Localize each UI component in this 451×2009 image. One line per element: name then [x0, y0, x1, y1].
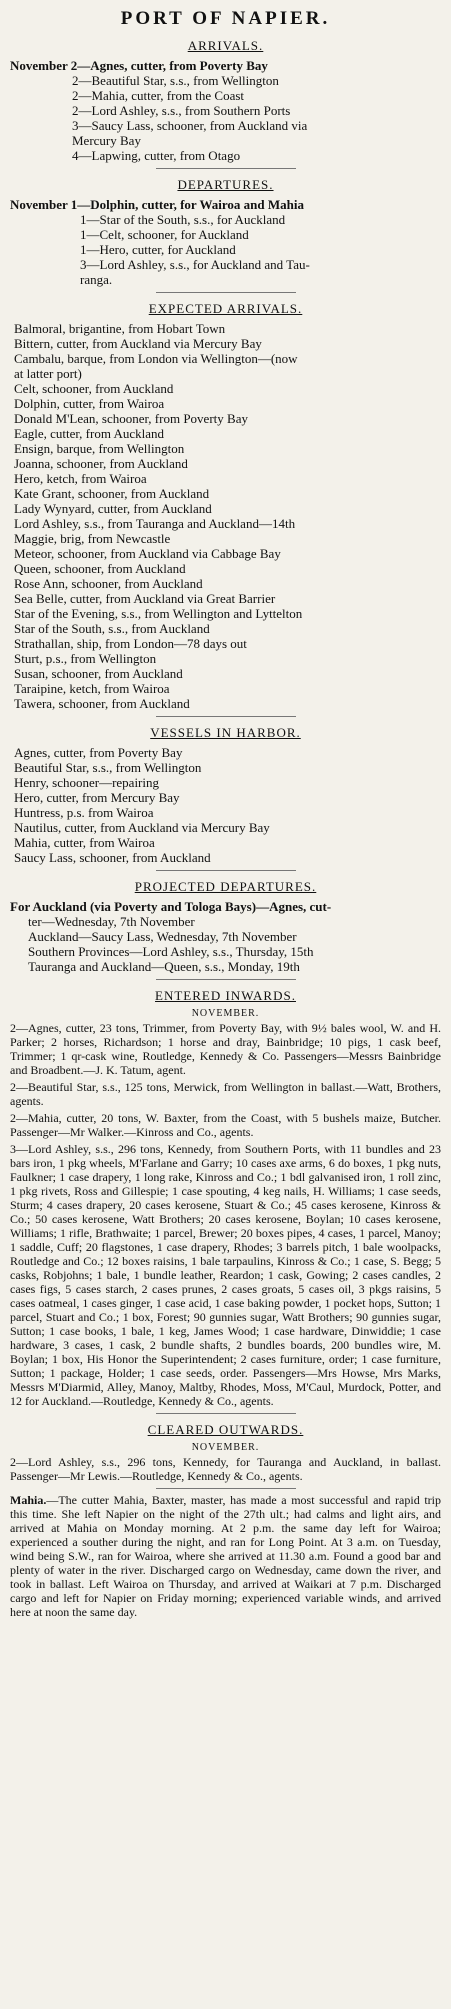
- arrival-entry: Mercury Bay: [72, 133, 141, 148]
- vessel-in-harbor-entry: Agnes, cutter, from Poverty Bay: [14, 745, 183, 760]
- expected-arrival-entry: Kate Grant, schooner, from Auckland: [14, 486, 210, 501]
- departure-entry: November 1—Dolphin, cutter, for Wairoa and Mahia: [10, 197, 304, 212]
- expected-arrival-entry: Taraipine, ketch, from Wairoa: [14, 681, 170, 696]
- vessels-in-harbor-heading: VESSELS IN HARBOR.: [150, 725, 301, 740]
- arrivals-section: [10, 38, 441, 163]
- departure-entry: 1—Celt, schooner, for Auckland: [80, 227, 249, 242]
- projected-departures-section: [10, 879, 441, 974]
- expected-arrival-entry: Lord Ashley, s.s., from Tauranga and Auckland—14th: [14, 516, 296, 531]
- expected-arrivals-section: [10, 301, 441, 711]
- divider: [156, 1413, 296, 1414]
- divider: [156, 979, 296, 980]
- expected-arrival-entry: Strathallan, ship, from London—78 days out: [14, 636, 247, 651]
- expected-arrivals-heading: EXPECTED ARRIVALS.: [148, 301, 303, 316]
- vessel-in-harbor-entry: Beautiful Star, s.s., from Wellington: [14, 760, 202, 775]
- expected-arrival-entry: Donald M'Lean, schooner, from Poverty Bay: [14, 411, 248, 426]
- expected-arrival-entry: Star of the Evening, s.s., from Wellington and Lyttelton: [14, 606, 303, 621]
- cleared-outwards-heading: CLEARED OUTWARDS.: [147, 1422, 304, 1437]
- mahia-report: [10, 1493, 441, 1619]
- arrival-entry: 2—Beautiful Star, s.s., from Wellington: [72, 73, 279, 88]
- departure-entry: 1—Star of the South, s.s., for Auckland: [80, 212, 286, 227]
- vessel-in-harbor-entry: Huntress, p.s. from Wairoa: [14, 805, 154, 820]
- departures-list: [10, 197, 441, 287]
- divider: [156, 716, 296, 717]
- projected-departure-entry: Auckland—Saucy Lass, Wednesday, 7th November: [28, 929, 297, 944]
- expected-arrival-entry: Ensign, barque, from Wellington: [14, 441, 185, 456]
- expected-arrival-entry: Sea Belle, cutter, from Auckland via Great Barrier: [14, 591, 276, 606]
- divider: [156, 1488, 296, 1489]
- departures-heading: DEPARTURES.: [177, 177, 274, 192]
- departure-entry: ranga.: [80, 272, 113, 287]
- divider: [156, 870, 296, 871]
- mahia-report-lead: Mahia.: [10, 1493, 47, 1507]
- entered-inwards-entry: 2—Agnes, cutter, 23 tons, Trimmer, from Poverty Bay, with 9½ bales wool, W. and H. Parker; 2 horses, Richardson; 1 horse and dray, Bainbridge; 10 pigs, 1 cask beef, Trimmer; 1 qr-cask wine, Routledge, Kennedy & Co. Passengers—Messrs Bainbridge and Broadbent.—J. K. Tatum, agent.: [10, 1021, 441, 1077]
- entered-inwards-entry: 2—Beautiful Star, s.s., 125 tons, Merwick, from Wellington in ballast.—Watt, Brothers, agents.: [10, 1080, 441, 1108]
- projected-departure-entry: ter—Wednesday, 7th November: [28, 914, 195, 929]
- departure-entry: 3—Lord Ashley, s.s., for Auckland and Tau-: [80, 257, 310, 272]
- expected-arrival-entry: Joanna, schooner, from Auckland: [14, 456, 188, 471]
- vessel-in-harbor-entry: Nautilus, cutter, from Auckland via Mercury Bay: [14, 820, 270, 835]
- expected-arrival-entry: Bittern, cutter, from Auckland via Mercury Bay: [14, 336, 262, 351]
- expected-arrival-entry: Susan, schooner, from Auckland: [14, 666, 183, 681]
- mahia-report-text: —The cutter Mahia, Baxter, master, has made a most successful and rapid trip this time. She left Napier on the night of the 27th ult.; had calms and light airs, and arrived at Mahia on Monday morning. At 2 p.m. the same day left for Wairoa; experienced a souther during the night, and ran for Long Point. At 3 a.m. on Tuesday, wind being S.W., ran for Wairoa, where she arrived at 11.30 a.m. Found a good bar and plenty of water in the river. Discharged cargo on Wednesday, came down the river, and took in ballast. Left Wairoa on Thursday, and arrived at Waikari at 7 p.m. Discharged cargo and left for Napier on Friday morning; experienced variable winds, and arrived here at noon the same day.: [10, 1493, 441, 1619]
- expected-arrival-entry: Star of the South, s.s., from Auckland: [14, 621, 210, 636]
- expected-arrival-entry: Celt, schooner, from Auckland: [14, 381, 174, 396]
- expected-arrival-entry: Tawera, schooner, from Auckland: [14, 696, 190, 711]
- departure-entry: 1—Hero, cutter, for Auckland: [80, 242, 236, 257]
- cleared-outwards-list: [10, 1455, 441, 1483]
- arrival-entry: 3—Saucy Lass, schooner, from Auckland via: [72, 118, 308, 133]
- vessel-in-harbor-entry: Saucy Lass, schooner, from Auckland: [14, 850, 211, 865]
- entered-inwards-entry: 3—Lord Ashley, s.s., 296 tons, Kennedy, from Southern Ports, with 11 bundles and 23 bars iron, 1 pkg wheels, M'Farlane and Garry; 10 cases axe arms, 6 do boxes, 1 pkg nuts, Faulkner; 1 case drapery, 1 long rake, Kinross and Co.; 1 bdl galvanised iron, 1 roll zinc, 1 pkg rivets, Ross and Gillespie; 1 case spouting, 4 keg nails, H. Williams; 1 case seeds, Sturm; 4 cases drapery, 20 cases kerosene, Stuart & Co.; 45 cases kerosene, Kinross & Co.; 50 cases kerosene, Watt Brothers; 20 cases kerosene, Boylan; 10 cases kerosene, Williams; 1 rifle, Brathwaite; 1 parcel, Brewer; 20 boxes pipes, 4 cases, 1 parcel, Manoy; 1 saddle, Cuff; 20 flagstones, 1 case drapery, Rhodes; 3 barrels pitch, 1 bale woolpacks, Routledge and Co.; 12 boxes raisins, 1 bale tarpaulins, Kinross & Co.; 1 case, S. Begg; 5 casks, Robjohns; 1 bale, 1 bundle leather, Reardon; 1 cask, Gowing; 2 cases candles, 2 cases figs, 5 cases starch, 2 cases prunes, 2 cases groats, 5 cases oil, 3 pkgs raisins, 5 cases oatmeal, 1 cases ginger, 1 case acid, 1 case baking powder, 1 pocket hops, Sutton; 1 parcel, Stuart and Co.; 1 box, Forest; 90 gunnies sugar, Watt Brothers; 90 gunnies sugar, Sutton; 1 case books, 1 bale, 1 keg, James Wood; 1 case hardware, Dinwiddie; 1 case hardware, 3 cases, 1 cask, 2 bundle shafts, 2 bundles boards, 200 bundles wire, M. Boylan; 1 box, His Honor the Superintendent; 2 cases furniture, order; 1 case furniture, Sutton; 1 package, Holder; 1 case seeds, order. Passengers—Mrs Howse, Mrs Marks, Messrs M'Diarmid, Alley, Manoy, Maltby, Rhodes, Moss, M'Caul, Murdock, Potter, and 12 for Auckland.—Routledge, Kennedy & Co., agents.: [10, 1142, 441, 1408]
- expected-arrivals-list: [10, 321, 441, 711]
- expected-arrival-entry: Hero, ketch, from Wairoa: [14, 471, 147, 486]
- expected-arrival-entry: Maggie, brig, from Newcastle: [14, 531, 171, 546]
- vessels-in-harbor-list: [10, 745, 441, 865]
- expected-arrival-entry: Eagle, cutter, from Auckland: [14, 426, 165, 441]
- expected-arrival-entry: at latter port): [14, 366, 82, 381]
- expected-arrival-entry: Dolphin, cutter, from Wairoa: [14, 396, 165, 411]
- expected-arrival-entry: Queen, schooner, from Auckland: [14, 561, 186, 576]
- expected-arrival-entry: Cambalu, barque, from London via Wellington—(now: [14, 351, 298, 366]
- departures-section: [10, 177, 441, 287]
- entered-inwards-month: NOVEMBER.: [191, 1008, 260, 1019]
- arrival-entry: November 2—Agnes, cutter, from Poverty Bay: [10, 58, 268, 73]
- vessel-in-harbor-entry: Henry, schooner—repairing: [14, 775, 159, 790]
- vessel-in-harbor-entry: Hero, cutter, from Mercury Bay: [14, 790, 180, 805]
- expected-arrival-entry: Rose Ann, schooner, from Auckland: [14, 576, 203, 591]
- arrivals-list: [10, 58, 441, 163]
- entered-inwards-entry: 2—Mahia, cutter, 20 tons, W. Baxter, from the Coast, with 5 bushels maize, Butcher. Passenger—Mr Walker.—Kinross and Co., agents.: [10, 1111, 441, 1139]
- divider: [156, 292, 296, 293]
- expected-arrival-entry: Balmoral, brigantine, from Hobart Town: [14, 321, 226, 336]
- cleared-outwards-entry: 2—Lord Ashley, s.s., 296 tons, Kennedy, for Tauranga and Auckland, in ballast. Passenger—Mr Lewis.—Routledge, Kennedy & Co., agents.: [10, 1455, 441, 1483]
- arrivals-heading: ARRIVALS.: [187, 38, 264, 53]
- entered-inwards-list: [10, 1021, 441, 1408]
- vessels-in-harbor-section: [10, 725, 441, 865]
- projected-departure-entry: For Auckland (via Poverty and Tologa Bays)—Agnes, cut-: [10, 899, 332, 914]
- expected-arrival-entry: Meteor, schooner, from Auckland via Cabbage Bay: [14, 546, 281, 561]
- arrival-entry: 2—Lord Ashley, s.s., from Southern Ports: [72, 103, 291, 118]
- expected-arrival-entry: Lady Wynyard, cutter, from Auckland: [14, 501, 212, 516]
- projected-departures-heading: PROJECTED DEPARTURES.: [134, 879, 317, 894]
- divider: [156, 168, 296, 169]
- masthead: PORT OF NAPIER.: [120, 8, 331, 29]
- arrival-entry: 2—Mahia, cutter, from the Coast: [72, 88, 245, 103]
- entered-inwards-section: [10, 988, 441, 1408]
- projected-departure-entry: Southern Provinces—Lord Ashley, s.s., Thursday, 15th: [28, 944, 314, 959]
- cleared-outwards-section: [10, 1422, 441, 1483]
- arrival-entry: 4—Lapwing, cutter, from Otago: [72, 148, 241, 163]
- expected-arrival-entry: Sturt, p.s., from Wellington: [14, 651, 157, 666]
- projected-departures-list: [10, 899, 441, 974]
- projected-departure-entry: Tauranga and Auckland—Queen, s.s., Monday, 19th: [28, 959, 300, 974]
- vessel-in-harbor-entry: Mahia, cutter, from Wairoa: [14, 835, 155, 850]
- cleared-outwards-month: NOVEMBER.: [191, 1442, 260, 1453]
- entered-inwards-heading: ENTERED INWARDS.: [155, 988, 296, 1003]
